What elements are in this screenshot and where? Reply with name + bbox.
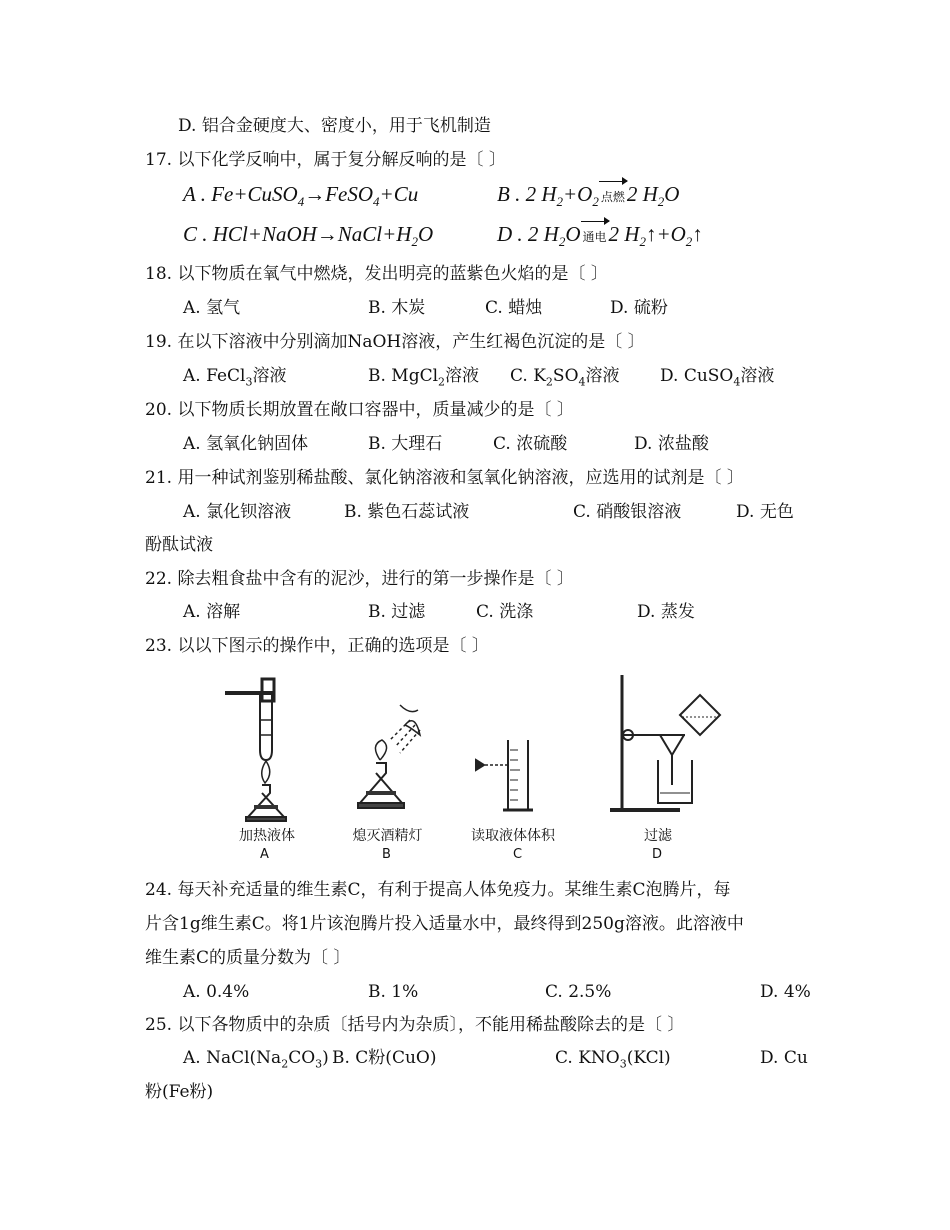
caption-d: 过滤 (644, 828, 672, 844)
q16-option-d: D. 铝合金硬度大、密度小，用于飞机制造 (178, 116, 491, 136)
q20-option-a: A. 氢氧化钠固体 (183, 434, 309, 454)
q24-line-3: 维生素C的质量分数为〔 〕 (145, 948, 351, 968)
q21-option-b: B. 紫色石蕊试液 (344, 502, 470, 522)
q19-option-a: A. FeCl$_3$溶液 (183, 366, 287, 389)
caption-a: 加热液体 (239, 828, 295, 844)
figure-label-c: C (513, 847, 523, 862)
q24-line-2: 片含1g维生素C。将1片该泡腾片投入适量水中，最终得到250g溶液。此溶液中 (145, 914, 744, 934)
q25-option-d: D. Cu (760, 1048, 808, 1068)
q22-option-d: D. 蒸发 (637, 602, 695, 622)
q22-stem: 22. 除去粗食盐中含有的泥沙，进行的第一步操作是〔 〕 (145, 569, 574, 589)
filtration-apparatus (610, 675, 720, 810)
q20-stem: 20. 以下物质长期放置在敞口容器中，质量减少的是〔 〕 (145, 400, 574, 420)
q21-option-a: A. 氯化钡溶液 (183, 502, 292, 522)
q24-line-1: 24. 每天补充适量的维生素C，有利于提高人体免疫力。某维生素C泡腾片，每 (145, 880, 731, 900)
q22-option-c: C. 洗涤 (476, 602, 534, 622)
q25-option-d-continued: 粉(Fe粉) (145, 1082, 214, 1102)
q24-option-d: D. 4% (760, 982, 811, 1002)
q21-option-d: D. 无色 (736, 502, 794, 522)
graduated-cylinder (476, 740, 533, 810)
q18-stem: 18. 以下物质在氧气中燃烧，发出明亮的蓝紫色火焰的是〔 〕 (145, 264, 608, 284)
q24-option-c: C. 2.5% (545, 982, 612, 1002)
q19-stem: 19. 在以下溶液中分别滴加NaOH溶液，产生红褐色沉淀的是〔 〕 (145, 332, 645, 352)
caption-c: 读取液体体积 (471, 828, 555, 844)
alcohol-lamp-blowing (358, 705, 420, 808)
q25-stem: 25. 以下各物质中的杂质〔括号内为杂质〕，不能用稀盐酸除去的是〔 〕 (145, 1015, 685, 1035)
q20-option-d: D. 浓盐酸 (634, 434, 709, 454)
figure-label-d: D (652, 847, 663, 862)
q21-option-d-continued: 酚酞试液 (145, 535, 213, 555)
caption-b: 熄灭酒精灯 (352, 828, 423, 844)
q25-option-a: A. $NaCl(Na_2CO_3)$ (183, 1048, 329, 1071)
q17-stem: 17. 以下化学反响中，属于复分解反响的是〔 〕 (145, 150, 506, 170)
q21-stem: 21. 用一种试剂鉴别稀盐酸、氯化钠溶液和氢氧化钠溶液，应选用的试剂是〔 〕 (145, 468, 744, 488)
lab-operations-drawing (210, 665, 750, 835)
reaction-condition: 点燃 (599, 183, 627, 211)
q19-option-b: B. MgCl$_2$溶液 (368, 366, 480, 389)
q21-option-c: C. 硝酸银溶液 (573, 502, 682, 522)
heating-liquid-apparatus (225, 679, 286, 821)
q18-option-c: C. 蜡烛 (485, 298, 543, 318)
q22-option-a: A. 溶解 (183, 602, 241, 622)
figure-label-b: B (382, 847, 391, 862)
q24-option-b: B. 1% (368, 982, 419, 1002)
q18-option-d: D. 硫粉 (610, 298, 668, 318)
q18-option-a: A. 氢气 (183, 298, 241, 318)
q18-option-b: B. 木炭 (368, 298, 426, 318)
figure-label-a: A (260, 847, 269, 862)
q20-option-c: C. 浓硫酸 (493, 434, 568, 454)
q22-option-b: B. 过滤 (368, 602, 426, 622)
q19-option-c: C. $K_2SO_4$溶液 (510, 366, 620, 389)
q20-option-b: B. 大理石 (368, 434, 443, 454)
q17-option-a: A . Fe+CuSO$_4$→FeSO$_4$+Cu (183, 182, 419, 210)
reaction-condition: 通电 (581, 223, 609, 251)
lab-operations-figure (210, 665, 750, 865)
q25-option-c: C. $KNO_3(KCl)$ (555, 1048, 671, 1071)
q25-option-b: B. C粉(CuO) (332, 1048, 437, 1068)
q17-option-c: C . $HCl+NaOH\to NaCl+H_2O$ (183, 222, 434, 250)
q19-option-d: D. CuSO$_4$溶液 (660, 366, 775, 389)
q17-option-b: B . 2 $H_2+O_2$ 点燃2 $H_2O$ (497, 182, 680, 210)
q24-option-a: A. 0.4% (183, 982, 250, 1002)
q23-stem: 23. 以以下图示的操作中，正确的选项是〔 〕 (145, 636, 489, 656)
q17-option-d: D . 2 $H_2O$ 通电2 $H_2↑+O_2↑$ (497, 222, 703, 250)
